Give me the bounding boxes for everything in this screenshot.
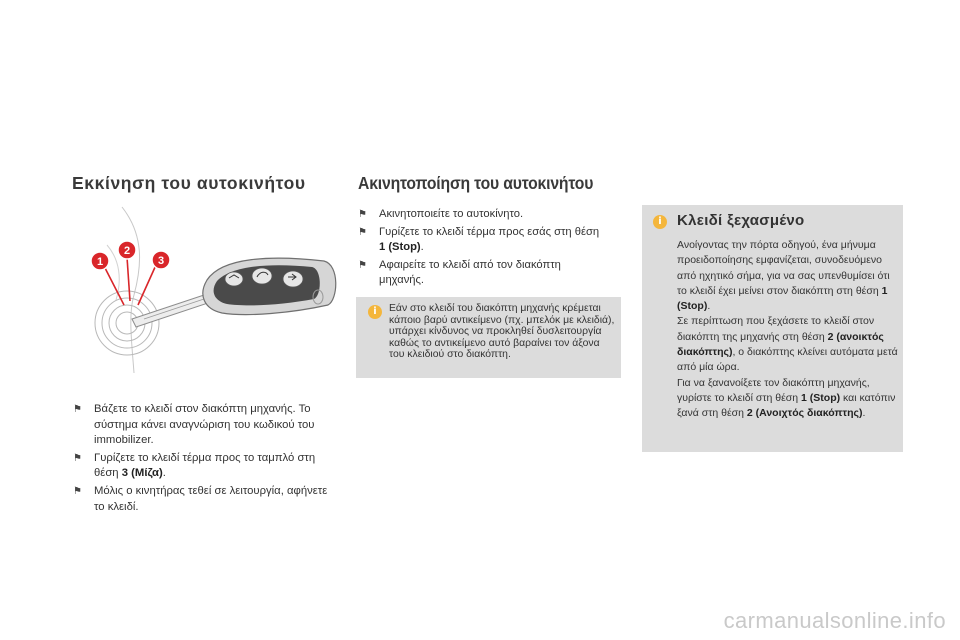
list-item: ⚑ Γυρίζετε το κλειδί τέρμα προς εσάς στη θέση 1 (Stop). bbox=[358, 225, 600, 254]
forgotten-key-text: Ανοίγοντας την πόρτα οδηγού, ένα μήνυμα προειδοποίησης εμφανίζεται, συνοδευόμενο από ηχητικό σήμα, για να σας υπενθυμίσει ότι το κλειδί έχει μείνει στον διακόπτη στη θέση 1 (Stop). Σε περίπτωση που ξεχάσετε το κλειδί στον διακόπτη της μηχανής στη θέση 2 (ανοικτός διακόπτης), ο διακόπτης κλείνει αυτόματα μετά από μία ώρα. Για να ξανανοίξετε τον διακόπτη μηχανής, γυρίστε το κλειδί στη θέση 1 (Stop) και κατόπιν ξανά στη θέση 2 (Ανοιχτός διακόπτης). bbox=[677, 239, 898, 420]
section-title-start: Εκκίνηση του αυτοκινήτου bbox=[72, 173, 306, 193]
callout-3 bbox=[152, 251, 170, 269]
flag-bullet-icon: ⚑ bbox=[73, 404, 82, 415]
info-icon: i bbox=[368, 305, 382, 319]
callout-2 bbox=[118, 241, 136, 259]
forgotten-key-box bbox=[642, 205, 903, 452]
list-item: ⚑ Βάζετε το κλειδί στον διακόπτη μηχανής. Το σύστημα κάνει αναγνώριση του κωδικού του immobilizer. bbox=[73, 403, 315, 447]
watermark: carmanualsonline.info bbox=[723, 608, 946, 633]
flag-bullet-icon: ⚑ bbox=[358, 226, 367, 238]
flag-bullet-icon: ⚑ bbox=[358, 209, 367, 220]
flag-bullet-icon: ⚑ bbox=[73, 485, 82, 497]
flag-bullet-icon: ⚑ bbox=[73, 452, 82, 464]
ignition-key-illustration bbox=[72, 205, 340, 375]
list-item: ⚑ Αφαιρείτε το κλειδί από τον διακόπτη μηχανής. bbox=[358, 258, 561, 287]
list-item: ⚑ Ακινητοποιείτε το αυτοκίνητο. bbox=[358, 207, 608, 223]
callout-1-label: 1 bbox=[96, 256, 104, 268]
list-item: ⚑ Μόλις ο κινητήρας τεθεί σε λειτουργία, αφήνετε το κλειδί. bbox=[73, 484, 328, 513]
callout-1 bbox=[91, 252, 109, 270]
info-icon: i bbox=[653, 215, 667, 229]
stop-instructions-list bbox=[358, 207, 608, 291]
flag-bullet-icon: ⚑ bbox=[358, 259, 367, 271]
warning-note-text: Εάν στο κλειδί του διακόπτη μηχανής κρέμεται κάποιο βαρύ αντικείμενο (πχ. μπελόκ με κλειδιά), υπάρχει κίνδυνος να προκληθεί δυσλειτουργία καθώς το αντικείμενο αυτό βαραίνει τον άξονα του κλειδιού στο διακόπτη. bbox=[389, 303, 615, 361]
forgotten-key-title: Κλειδί ξεχασμένο bbox=[677, 212, 805, 229]
section-title-stop: Ακινητοποίηση του αυτοκινήτου bbox=[358, 173, 594, 193]
start-instructions-list bbox=[73, 402, 338, 517]
list-item: ⚑ Γυρίζετε το κλειδί τέρμα προς το ταμπλό στη θέση 3 (Μίζα). bbox=[73, 451, 316, 480]
warning-note-box bbox=[356, 297, 621, 378]
callout-2-label: 2 bbox=[123, 245, 131, 257]
callout-3-label: 3 bbox=[157, 255, 165, 267]
